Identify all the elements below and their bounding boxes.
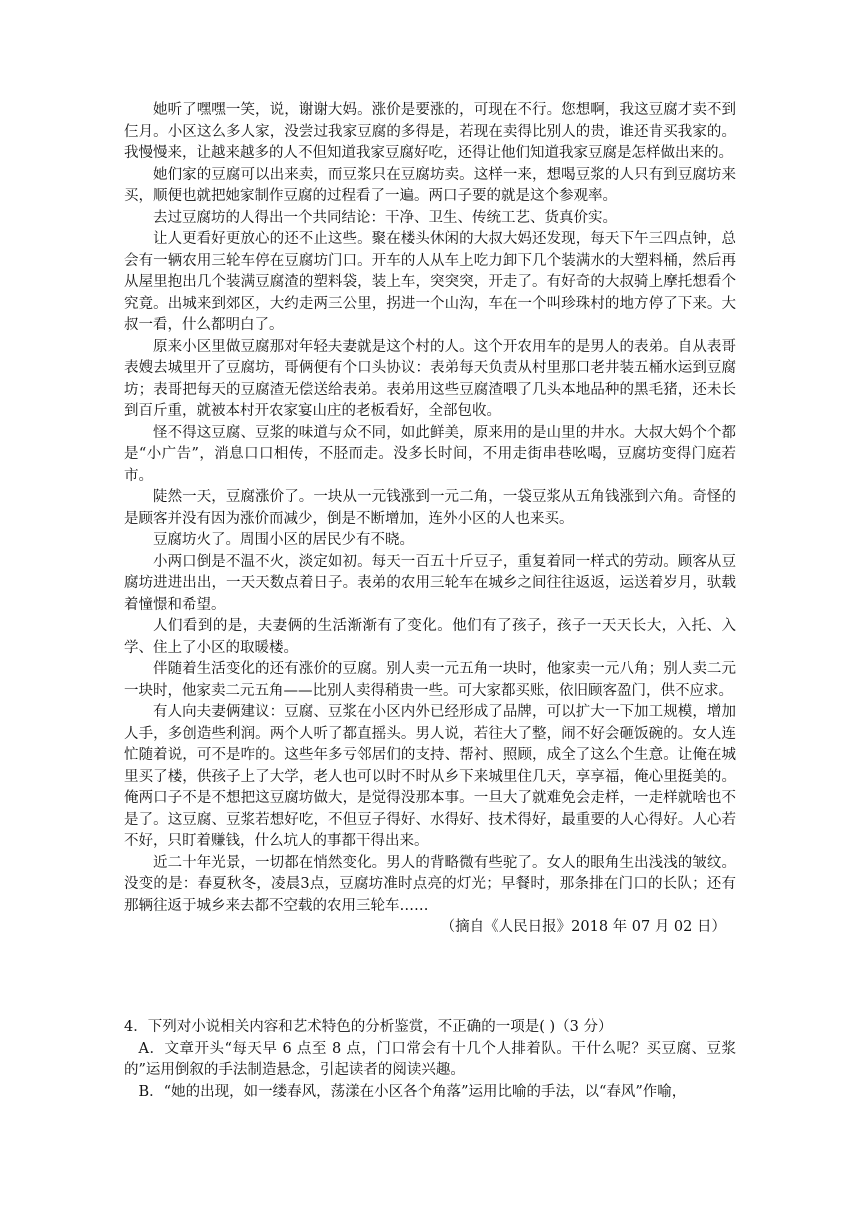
story-paragraph: 豆腐坊火了。周围小区的居民少有不晓。 — [153, 532, 414, 548]
option-a: A．文章开头“每天早 6 点至 8 点，门口常会有十几个人排着队。干什么呢？买豆腐、豆浆的”运用倒叙的手法制造悬念，引起读者的阅读兴趣。 — [124, 1040, 736, 1078]
option-b: B．“她的出现，如一缕春风，荡漾在小区各个角落”运用比喻的手法，以“春风”作喻， — [138, 1083, 687, 1100]
story-paragraph: 陡然一天，豆腐涨价了。一块从一元钱涨到一元二角，一袋豆浆从五角钱涨到六角。奇怪的是顾客并没有因为涨价而减少，倒是不断增加，连外小区的人也来买。 — [124, 489, 736, 527]
story-paragraph: 她们家的豆腐可以出来卖，而豆浆只在豆腐坊卖。这样一来，想喝豆浆的人只有到豆腐坊来买，顺便也就把她家制作豆腐的过程看了一遍。两口子要的就是这个参观率。 — [124, 166, 736, 204]
story-paragraph: 有人向夫妻俩建议：豆腐、豆浆在小区内外已经形成了品牌，可以扩大一下加工规模，增加人手，多创造些利润。两个人听了都直摇头。男人说，若往大了整，闹不好会砸饭碗的。女人连忙随着说，可不是咋的。这些年多亏邻居们的支持、帮衬、照顾，成全了这么个生意。让俺在城里买了楼，供孩子上了大学，老人也可以时不时从乡下来城里住几天，享享福，俺心里挺美的。俺两口子不是不想把这豆腐坊做大，是觉得没那本事。一旦大了就难免会走样，一走样就啥也不是了。这豆腐、豆浆若想好吃，不但豆子得好、水得好、技术得好，最重要的人心得好。人心若不好，只盯着赚钱，什么坑人的事都干得出来。 — [124, 704, 736, 849]
story-paragraph: 伴随着生活变化的还有涨价的豆腐。别人卖一元五角一块时，他家卖一元八角；别人卖二元一块时，他家卖二元五角——比别人卖得稍贵一些。可大家都买账，依旧顾客盈门，供不应求。 — [124, 661, 736, 699]
story-paragraph: 她听了嘿嘿一笑，说，谢谢大妈。涨价是要涨的，可现在不行。您想啊，我这豆腐才卖不到仨月。小区这么多人家，没尝过我家豆腐的多得是，若现在卖得比别人的贵，谁还肯买我家的。我慢慢来，让越来越多的人不但知道我家豆腐好吃，还得让他们知道我家豆腐是怎样做出来的。 — [124, 102, 736, 161]
source-citation: （摘自《人民日报》2018 年 07 月 02 日） — [440, 919, 726, 935]
story-paragraph: 让人更看好更放心的还不止这些。聚在楼头休闲的大叔大妈还发现，每天下午三四点钟，总会有一辆农用三轮车停在豆腐坊门口。开车的人从车上吃力卸下几个装满水的大塑料桶，然后再从屋里抱出几个装满豆腐渣的塑料袋，装上车，突突突，开走了。有好奇的大叔骑上摩托想看个究竟。出城来到郊区，大约走两三公里，拐进一个山沟，车在一个叫珍珠村的地方停了下来。大叔一看，什么都明白了。 — [124, 231, 736, 333]
story-paragraph: 原来小区里做豆腐那对年轻夫妻就是这个村的人。这个开农用车的是男人的表弟。自从表哥表嫂去城里开了豆腐坊，哥俩便有个口头协议：表弟每天负责从村里那口老井装五桶水运到豆腐坊；表哥把每天的豆腐渣无偿送给表弟。表弟用这些豆腐渣喂了几头本地品种的黑毛猪，还未长到百斤重，就被本村开农家宴山庄的老板看好，全部包收。 — [124, 338, 736, 419]
question-stem: 4．下列对小说相关内容和艺术特色的分析鉴赏，不正确的一项是( )（3 分） — [124, 1019, 613, 1035]
story-text — [124, 100, 736, 939]
story-paragraph: 小两口倒是不温不火，淡定如初。每天一百五十斤豆子，重复着同一样式的劳动。顾客从豆腐坊进进出出，一天天数点着日子。表弟的农用三轮车在城乡之间往往返返，运送着岁月，驮载着憧憬和希望。 — [124, 553, 736, 613]
story-paragraph: 近二十年光景，一切都在悄然变化。男人的背略微有些驼了。女人的眼角生出浅浅的皱纹。没变的是：春夏秋冬，凌晨3点，豆腐坊准时点亮的灯光；早餐时，那条排在门口的长队；还有那辆往返于城乡来去都不空载的农用三轮车…… — [124, 854, 736, 914]
story-paragraph: 人们看到的是，夫妻俩的生活渐渐有了变化。他们有了孩子，孩子一天天长大，入托、入学、住上了小区的取暖楼。 — [124, 618, 736, 656]
story-paragraph: 去过豆腐坊的人得出一个共同结论：干净、卫生、传统工艺、货真价实。 — [153, 209, 617, 226]
question-4 — [124, 1017, 736, 1103]
story-paragraph: 怪不得这豆腐、豆浆的味道与众不同，如此鲜美，原来用的是山里的井水。大叔大妈个个都是“小广告”，消息口口相传，不胫而走。没多长时间，不用走街串巷吆喝，豆腐坊变得门庭若市。 — [124, 424, 736, 484]
